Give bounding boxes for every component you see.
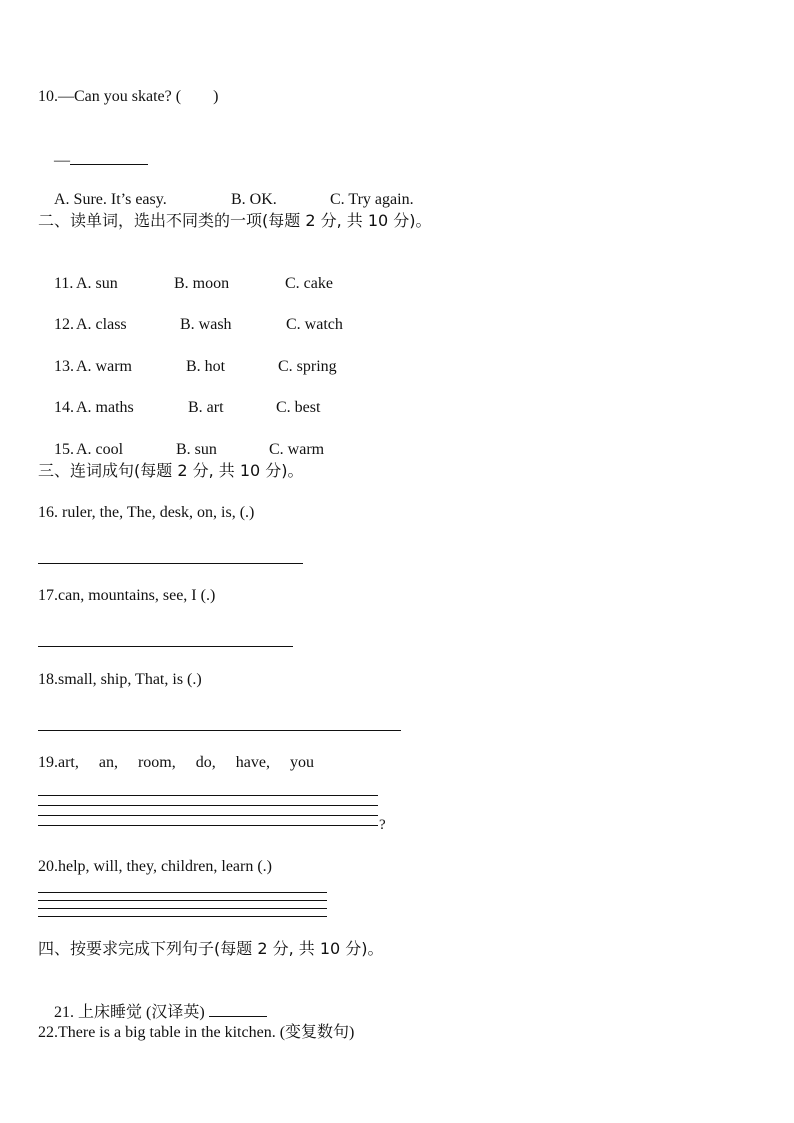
option-c: C. watch xyxy=(286,316,343,333)
option-b: B. wash xyxy=(180,316,232,333)
answer-blank[interactable] xyxy=(70,150,148,165)
question-number: 15. xyxy=(54,441,74,458)
option-b: B. hot xyxy=(186,358,226,375)
option-a: A. warm xyxy=(76,358,132,375)
section-2-title: 二、读单词，选出不同类的一项(每题 2 分, 共 10 分)。 xyxy=(38,211,432,230)
question-16: 16. ruler, the, The, desk, on, is, (.) xyxy=(38,504,255,521)
answer-line-20a[interactable] xyxy=(38,892,327,893)
option-b: B. art xyxy=(188,399,224,416)
answer-line-17[interactable] xyxy=(38,646,293,647)
answer-line-19d[interactable] xyxy=(38,825,378,826)
option-a: A. Sure. It’s easy. xyxy=(54,191,167,208)
answer-line-20b[interactable] xyxy=(38,900,327,901)
option-c: C. best xyxy=(276,399,321,416)
question-number: 14. xyxy=(54,399,74,416)
answer-line-18[interactable] xyxy=(38,730,401,731)
option-a: A. maths xyxy=(76,399,134,416)
answer-line-19c[interactable] xyxy=(38,815,378,816)
question-mark: ? xyxy=(379,817,386,833)
option-b: B. sun xyxy=(176,441,217,458)
question-number: 13. xyxy=(54,358,74,375)
option-a: A. class xyxy=(76,316,127,333)
option-a: A. cool xyxy=(76,441,124,458)
answer-line-20c[interactable] xyxy=(38,908,327,909)
answer-line-16[interactable] xyxy=(38,563,303,564)
option-b: B. OK. xyxy=(231,191,277,208)
question-number: 12. xyxy=(54,316,74,333)
answer-line-20d[interactable] xyxy=(38,916,327,917)
answer-line-19a[interactable] xyxy=(38,795,378,796)
option-c: C. warm xyxy=(269,441,325,458)
option-c: C. spring xyxy=(278,358,337,375)
answer-blank-21[interactable] xyxy=(209,1002,267,1017)
option-c: C. Try again. xyxy=(330,191,414,208)
answer-line-19b[interactable] xyxy=(38,805,378,806)
question-17: 17.can, mountains, see, I (.) xyxy=(38,587,216,604)
option-b: B. moon xyxy=(174,275,230,292)
section-4-title: 四、按要求完成下列句子(每题 2 分, 共 10 分)。 xyxy=(38,939,384,958)
question-22: 22.There is a big table in the kitchen. (变复数句) xyxy=(38,1024,355,1041)
option-a: A. sun xyxy=(76,275,118,292)
question-21-text: 21. 上床睡觉 (汉译英) xyxy=(54,1004,205,1021)
question-19: 19.art, an, room, do, have, you xyxy=(38,754,314,771)
question-18: 18.small, ship, That, is (.) xyxy=(38,671,202,688)
option-c: C. cake xyxy=(285,275,333,292)
answer-dash: — xyxy=(54,152,70,169)
question-20: 20.help, will, they, children, learn (.) xyxy=(38,858,272,875)
question-number: 11. xyxy=(54,275,74,292)
question-10: 10.—Can you skate? ( ) xyxy=(38,88,219,105)
section-3-title: 三、连词成句(每题 2 分, 共 10 分)。 xyxy=(38,461,304,480)
